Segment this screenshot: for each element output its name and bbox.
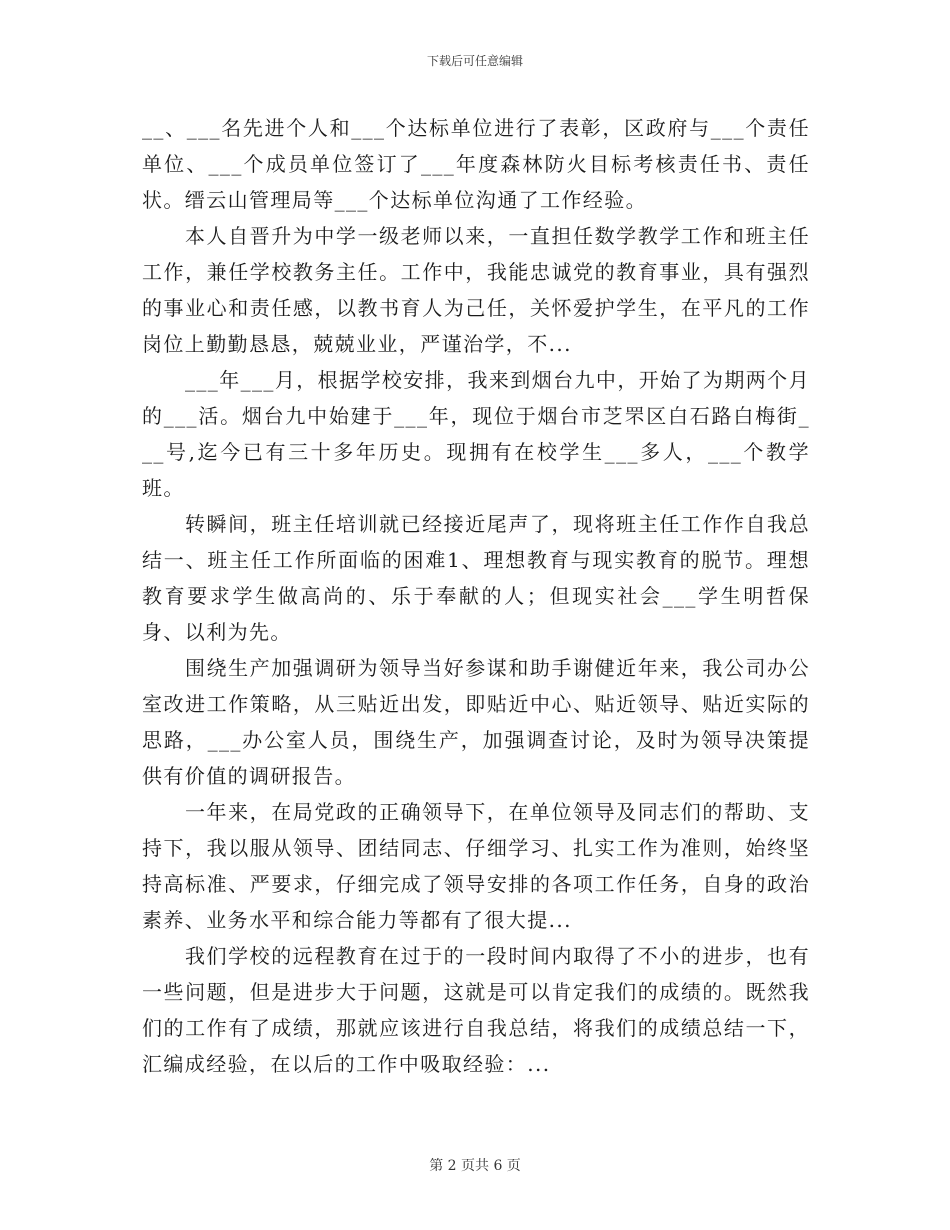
document-body [142, 110, 810, 1082]
paragraph-6: 一年来，在局党政的正确领导下，在单位领导及同志们的帮助、支持下，我以服从领导、团结同志、仔细学习、扎实工作为准则，始终坚持高标准、严要求，仔细完成了领导安排的各项工作任务，自身的政治素养、业务水平和综合能力等都有了很大提... [142, 800, 810, 932]
paragraph-7: 我们学校的远程教育在过于的一段时间内取得了不小的进步，也有一些问题，但是进步大于问题，这就是可以肯定我们的成绩的。既然我们的工作有了成绩，那就应该进行自我总结，将我们的成绩总结一下，汇编成经验，在以后的工作中吸取经验：... [142, 944, 810, 1076]
paragraph-2: 本人自晋升为中学一级老师以来，一直担任数学教学工作和班主任工作，兼任学校教务主任。工作中，我能忠诚党的教育事业，具有强烈的事业心和责任感，以教书育人为己任，关怀爱护学生，在平凡的工作岗位上勤勤恳恳，兢兢业业，严谨治学，不... [142, 224, 810, 356]
paragraph-5: 围绕生产加强调研为领导当好参谋和助手谢健近年来，我公司办公室改进工作策略，从三贴近出发，即贴近中心、贴近领导、贴近实际的思路，___办公室人员，围绕生产，加强调查讨论，及时为领导决策提供有价值的调研报告。 [142, 656, 810, 788]
page-number: 第 2 页共 6 页 [429, 1158, 521, 1174]
paragraph-1: __、___名先进个人和___个达标单位进行了表彰，区政府与___个责任单位、___个成员单位签订了___年度森林防火目标考核责任书、责任状。缙云山管理局等___个达标单位沟通了工作经验。 [142, 116, 810, 212]
paragraph-3: ___年___月，根据学校安排，我来到烟台九中，开始了为期两个月的___活。烟台九中始建于___年，现位于烟台市芝罘区白石路白梅街___号,迄今已有三十多年历史。现拥有在校学生___多人，___个教学班。 [142, 368, 810, 500]
paragraph-4: 转瞬间，班主任培训就已经接近尾声了，现将班主任工作作自我总结一、班主任工作所面临的困难1、理想教育与现实教育的脱节。理想教育要求学生做高尚的、乐于奉献的人；但现实社会___学生明哲保身、以利为先。 [142, 512, 810, 644]
page-header: 下载后可任意编辑 [426, 54, 523, 68]
